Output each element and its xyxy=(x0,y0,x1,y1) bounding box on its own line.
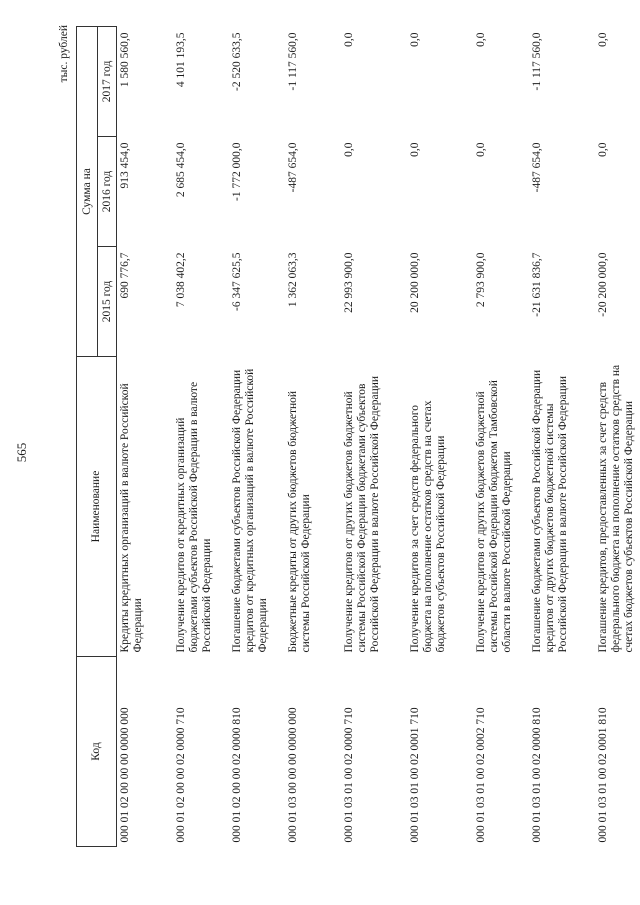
row-value-2016: -487 654,0 xyxy=(286,142,299,193)
table-row xyxy=(407,26,473,846)
table-row xyxy=(595,26,640,846)
row-value-2015: 20 200 000,0 xyxy=(408,252,421,313)
row-code: 000 01 03 01 00 02 0001 710 xyxy=(408,707,421,843)
table-row xyxy=(285,26,341,846)
row-value-2017: 1 580 560,0 xyxy=(119,32,131,88)
row-value-2017: 4 101 193,5 xyxy=(174,32,187,88)
row-code: 000 01 02 00 00 02 0000 810 xyxy=(230,707,243,843)
row-name: Получение кредитов от других бюджетов бюджетной системы Российской Федерации бюджетом Тамбовской области в валюте Российской Федерации xyxy=(474,380,513,653)
row-value-2017: 0,0 xyxy=(408,32,421,47)
row-value-2017: -2 520 633,5 xyxy=(230,32,243,91)
row-value-2015: 2 793 900,0 xyxy=(474,252,487,308)
table-body xyxy=(117,26,640,846)
row-value-2016: 0,0 xyxy=(474,142,487,157)
table-row xyxy=(117,26,173,846)
row-value-2015: 7 038 402,2 xyxy=(174,252,187,308)
row-value-2016: 0,0 xyxy=(408,142,421,157)
row-code: 000 01 03 01 00 02 0000 710 xyxy=(342,707,355,843)
header-name: Наименование xyxy=(77,357,117,657)
table-row xyxy=(341,26,407,846)
row-value-2015: -20 200 000,0 xyxy=(596,252,609,317)
row-name: Бюджетные кредиты от других бюджетов бюджетной системы Российской Федерации xyxy=(286,390,312,653)
row-value-2017: -1 117 560,0 xyxy=(530,32,543,91)
row-name: Погашение кредитов, предоставленных за счет средств федерального бюджета на пополнение остатков средств на счетах бюджетов субъектов Российской Федерации xyxy=(596,364,635,653)
table-row xyxy=(473,26,529,846)
row-code: 000 01 02 00 00 02 0000 710 xyxy=(174,707,187,843)
row-value-2015: 690 776,7 xyxy=(119,252,131,299)
header-sum-group: Сумма на xyxy=(77,26,98,356)
row-value-2016: -1 772 000,0 xyxy=(230,142,243,201)
row-value-2016: 913 454,0 xyxy=(119,142,131,189)
row-name: Кредиты кредитных организаций в валюте Российской Федерации xyxy=(119,383,144,653)
row-value-2017: 0,0 xyxy=(342,32,355,47)
row-name: Получение кредитов от кредитных организаций бюджетами субъектов Российской Федерации в валюте Российской Федерации xyxy=(174,381,213,653)
table-row xyxy=(173,26,229,846)
row-value-2017: 0,0 xyxy=(596,32,609,47)
row-name: Получение кредитов за счет средств федерального бюджета на пополнение остатков средств на счетах бюджетов субъектов Российской Федерации xyxy=(408,400,447,653)
page-number: 565 xyxy=(14,442,29,463)
row-code: 000 01 02 00 00 00 0000 000 xyxy=(119,707,131,843)
row-value-2016: 0,0 xyxy=(342,142,355,157)
row-name: Погашение бюджетами субъектов Российской Федерации кредитов от кредитных организаций в валюте Российской Федерации xyxy=(230,368,269,653)
row-value-2015: 1 362 063,3 xyxy=(286,252,299,308)
row-value-2017: -1 117 560,0 xyxy=(286,32,299,91)
row-code: 000 01 03 01 00 02 0001 810 xyxy=(596,707,609,843)
table-row xyxy=(229,26,285,846)
row-value-2017: 0,0 xyxy=(474,32,487,47)
row-value-2016: 2 685 454,0 xyxy=(174,142,187,198)
header-year-2016: 2016 год xyxy=(98,137,117,247)
units-label: тыс. рублей xyxy=(58,25,70,83)
row-value-2015: 22 993 900,0 xyxy=(342,252,355,313)
header-code: Код xyxy=(77,657,117,847)
row-value-2015: -6 347 625,5 xyxy=(230,252,243,311)
table-header xyxy=(77,26,117,846)
row-code: 000 01 03 01 00 02 0000 810 xyxy=(530,707,543,843)
row-name: Получение кредитов от других бюджетов бюджетной системы Российской Федерации бюджетами субъектов Российской Федерации в валюте Российской Федерации xyxy=(342,375,381,653)
row-code: 000 01 03 00 00 00 0000 000 xyxy=(286,707,299,843)
header-year-2015: 2015 год xyxy=(98,247,117,357)
row-value-2016: 0,0 xyxy=(596,142,609,157)
row-value-2016: -487 654,0 xyxy=(530,142,543,193)
table-row xyxy=(529,26,595,846)
row-value-2015: -21 631 836,7 xyxy=(530,252,543,317)
header-year-2017: 2017 год xyxy=(98,26,117,136)
budget-table xyxy=(76,26,640,847)
row-name: Погашение бюджетами субъектов Российской Федерации кредитов от других бюджетов бюджетной системы Российской Федерации в валюте Российской Федерации xyxy=(530,369,569,653)
row-code: 000 01 03 01 00 02 0002 710 xyxy=(474,707,487,843)
